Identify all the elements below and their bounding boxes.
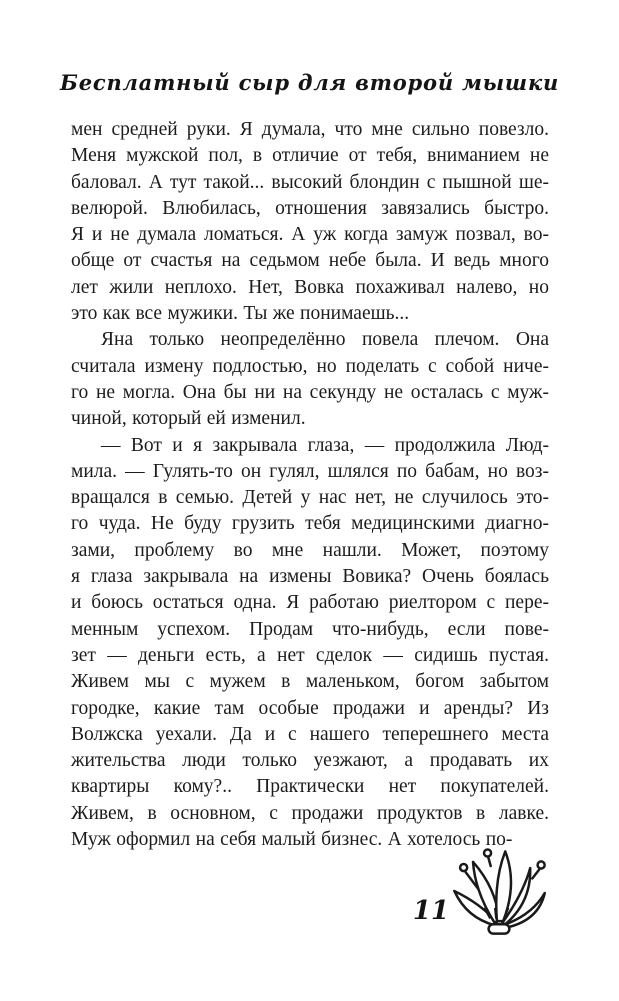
text-line: — Вот и я закрывала глаза, — продолжила Люд- xyxy=(101,434,549,456)
text-line: Волжска уехали. Да и с нашего теперешнего места xyxy=(71,723,549,745)
text-line: Муж оформил на себя малый бизнес. А хотелось по- xyxy=(71,829,513,851)
text-line: менным успехом. Продам что-нибудь, если пове- xyxy=(71,618,549,640)
text-line: чиной, который ей изменил. xyxy=(71,408,306,430)
text-line: Меня мужской пол, в отличие от тебя, вниманием не xyxy=(71,145,549,167)
text-line: Живем мы с мужем в маленьком, богом забытом xyxy=(71,671,549,693)
text-line: го чуда. Не буду грузить тебя медицинскими диагно- xyxy=(71,513,549,535)
text-line: го не могла. Она бы ни на секунду не осталась с муж- xyxy=(71,381,549,403)
text-line: лет жили неплохо. Нет, Вовка похаживал налево, но xyxy=(71,276,549,298)
text-line: обще от счастья на седьмом небе была. И ведь много xyxy=(71,250,549,272)
text-line: вращался в семью. Детей у нас нет, не случилось это- xyxy=(71,487,549,509)
text-line: Я и не думала ломаться. А уж когда замуж позвал, во- xyxy=(71,224,549,246)
text-line: жительства люди только уезжают, а продавать их xyxy=(71,750,549,772)
text-line: считала измену подлостью, но поделать с собой ниче- xyxy=(71,355,549,377)
text-line: городке, какие там особые продажи и аренды? Из xyxy=(71,697,549,719)
text-line: мила. — Гулять-то он гулял, шлялся по бабам, но воз- xyxy=(71,460,549,482)
text-line: мен средней руки. Я думала, что мне сильно повезло. xyxy=(71,119,549,140)
text-line: зет — деньги есть, а нет сделок — сидишь пустая. xyxy=(71,644,549,666)
text-line: я глаза закрывала на измены Вовика? Очень боялась xyxy=(71,566,549,588)
text-line: Яна только неопределённо повела плечом. Она xyxy=(101,329,549,351)
text-line: Живем, в основном, с продажи продуктов в лавке. xyxy=(71,802,549,824)
text-line: квартиры кому?.. Практически нет покупателей. xyxy=(71,776,549,798)
running-head-title: Бесплатный сыр для второй мышки xyxy=(59,70,560,95)
text-line: баловал. А тут такой... высокий блондин с пышной ше- xyxy=(71,171,549,193)
text-line: и боюсь остаться одна. Я работаю риелтором с пере- xyxy=(71,592,549,614)
lotus-flower-icon xyxy=(447,845,551,939)
body-text xyxy=(71,117,549,853)
text-line: это как все мужики. Ты же понимаешь... xyxy=(71,303,410,325)
text-line: велюрой. Влюбилась, отношения завязались быстро. xyxy=(71,197,549,219)
text-line: зами, проблему во мне нашли. Может, поэтому xyxy=(71,539,549,561)
page-number: 11 xyxy=(412,896,450,926)
